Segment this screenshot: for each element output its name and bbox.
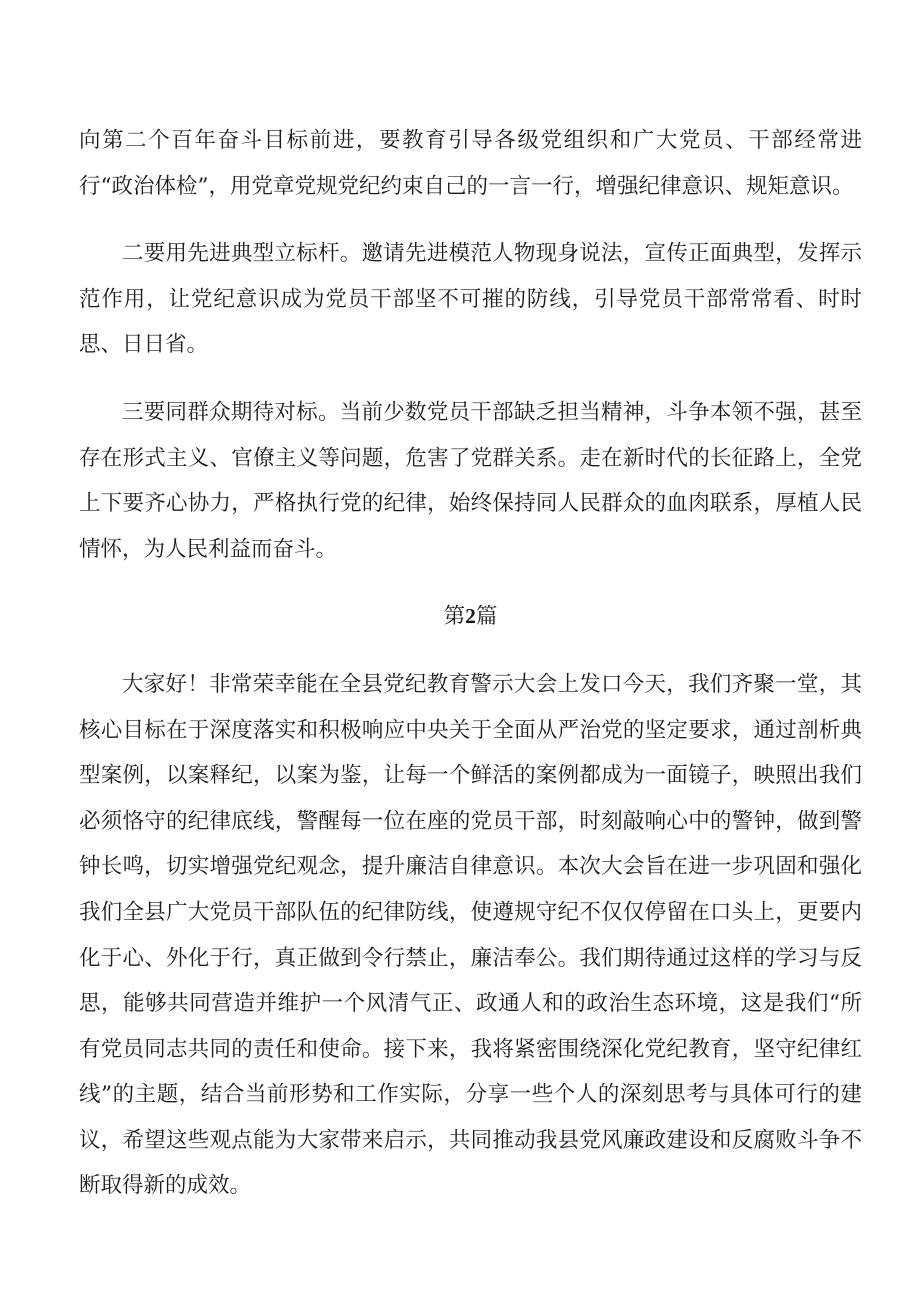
paragraph-continued: 向第二个百年奋斗目标前进，要教育引导各级党组织和广大党员、干部经常进行“政治体检”，用党章党规党纪约束自己的一言一行，增强纪律意识、规矩意识。	[79, 128, 862, 199]
section-heading	[79, 594, 862, 640]
paragraph-point-two: 二要用先进典型立标杆。邀请先进模范人物现身说法，宣传正面典型，发挥示范作用，让党纪意识成为党员干部坚不可摧的防线，引导党员干部常常看、时时思、日日省。	[79, 241, 862, 358]
paragraph-speech-opening: 大家好！非常荣幸能在全县党纪教育警示大会上发口今天，我们齐聚一堂，其核心目标在于深度落实和积极响应中央关于全面从严治党的坚定要求，通过剖析典型案例，以案释纪，以案为鉴，让每一个鲜活的案例都成为一面镜子，映照出我们必须恪守的纪律底线，警醒每一位在座的党员干部，时刻敲响心中的警钟，做到警钟长鸣，切实增强党纪观念，提升廉洁自律意识。本次大会旨在进一步巩固和强化我们全县广大党员干部队伍的纪律防线，使遵规守纪不仅仅停留在口头上，更要内化于心、外化于行，真正做到令行禁止，廉洁奉公。我们期待通过这样的学习与反思，能够共同营造并维护一个风清气正、政通人和的政治生态环境，这是我们“所有党员同志共同的责任和使命。接下来，我将紧密围绕深化党纪教育，坚守纪律红线”的主题，结合当前形势和工作实际，分享一些个人的深刻思考与具体可行的建议，希望这些观点能为大家带来启示，共同推动我县党风廉政建设和反腐败斗争不断取得新的成效。	[79, 671, 862, 1199]
section-heading-suffix: 篇	[475, 604, 498, 630]
document-body	[79, 118, 862, 1231]
paragraph-point-three: 三要同群众期待对标。当前少数党员干部缺乏担当精神，斗争本领不强，甚至存在形式主义、官僚主义等问题，危害了党群关系。走在新时代的长征路上，全党上下要齐心协力，严格执行党的纪律，始终保持同人民群众的血肉联系，厚植人民情怀，为人民利益而奋斗。	[79, 399, 862, 562]
section-heading-prefix: 第	[443, 604, 466, 630]
section-heading-number: 2	[465, 604, 476, 629]
